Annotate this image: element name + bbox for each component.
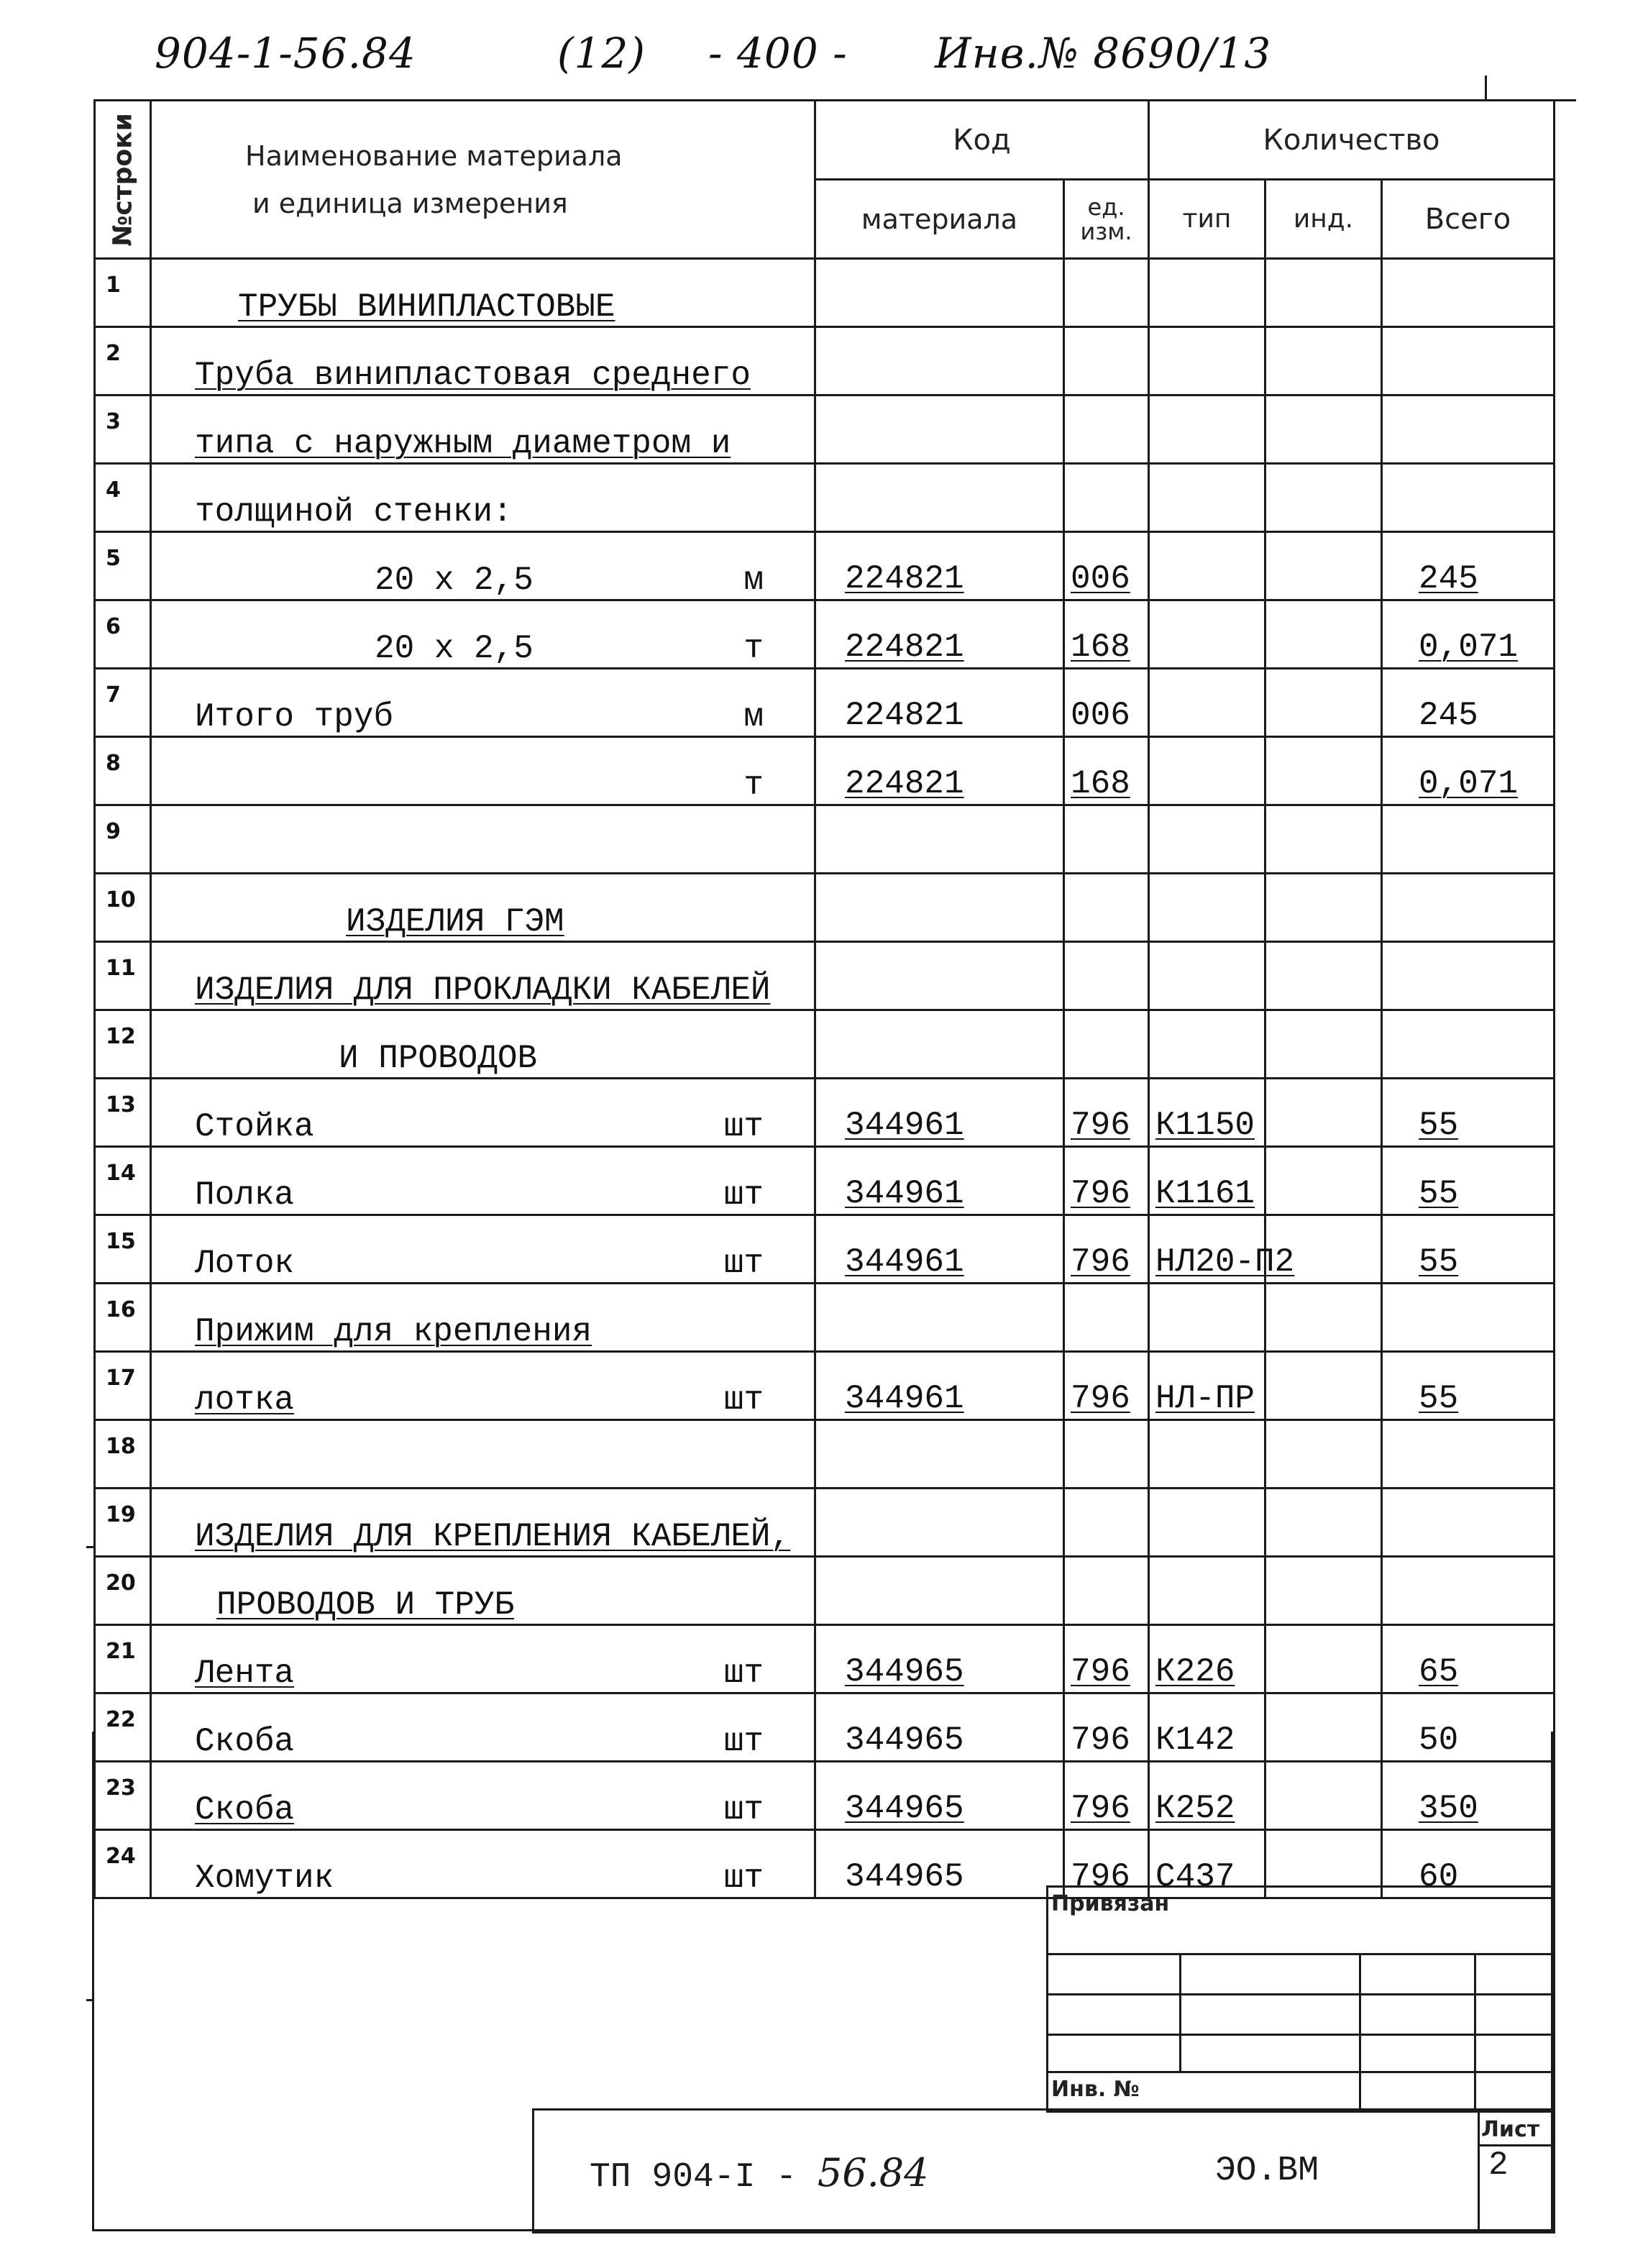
material-name: 20 х 2,5 [375, 562, 534, 599]
total-value [1382, 1489, 1555, 1557]
ind-value [1265, 1284, 1382, 1352]
document-code: ЭО.ВМ [1215, 2152, 1319, 2190]
unit-code [1064, 259, 1149, 327]
total-value: 350 [1382, 1762, 1555, 1830]
material-name-cell [151, 1010, 815, 1079]
type-code: К142 [1149, 1693, 1265, 1762]
page-number-handwritten: - 400 - [708, 29, 848, 78]
material-name: ИЗДЕЛИЯ ДЛЯ КРЕПЛЕНИЯ КАБЕЛЕЙ, [195, 1518, 791, 1555]
frame-left-line [92, 1732, 94, 2231]
total-value [1382, 395, 1555, 464]
material-code [815, 805, 1064, 874]
left-margin-tick [86, 1546, 93, 1548]
material-name-header: Наименование материала и единица измерения [151, 101, 815, 259]
row-number: 22 [95, 1693, 151, 1762]
total-value [1382, 1557, 1555, 1625]
ind-value [1265, 1489, 1382, 1557]
unit-code: 796 [1064, 1215, 1149, 1284]
unit: м [743, 698, 764, 736]
unit: м [743, 562, 764, 599]
material-name: И ПРОВОДОВ [339, 1040, 538, 1077]
material-code: 344965 [815, 1693, 1064, 1762]
material-name: Труба винипластовая среднего [195, 357, 751, 394]
row-number: 8 [95, 737, 151, 805]
table-row [95, 1147, 1555, 1215]
material-name-cell [151, 259, 815, 327]
inv-number-label: Инв. № [1051, 2077, 1140, 2102]
row-number: 11 [95, 942, 151, 1010]
material-code [815, 942, 1064, 1010]
unit-code: 006 [1064, 669, 1149, 737]
material-name: Лента [195, 1655, 295, 1692]
binding-row-line [1046, 1993, 1553, 1995]
total-value: 55 [1382, 1147, 1555, 1215]
material-name-cell [151, 464, 815, 532]
ind-value [1265, 395, 1382, 464]
table-row [95, 327, 1555, 395]
material-code: 344961 [815, 1147, 1064, 1215]
unit-code [1064, 1420, 1149, 1489]
table-row [95, 464, 1555, 532]
ind-value [1265, 532, 1382, 600]
unit: шт [723, 1655, 764, 1692]
total-value: 60 [1382, 1830, 1555, 1898]
row-number: 10 [95, 874, 151, 942]
material-name-cell [151, 805, 815, 874]
total-header: Всего [1382, 180, 1555, 259]
table-row [95, 532, 1555, 600]
material-name: лотка [195, 1381, 295, 1419]
type-code: К252 [1149, 1762, 1265, 1830]
unit: шт [723, 1791, 764, 1829]
top-tick-line [1485, 76, 1487, 99]
sheet-divider [1478, 2108, 1480, 2231]
material-name-cell [151, 1830, 815, 1898]
row-number: 17 [95, 1352, 151, 1420]
row-number: 3 [95, 395, 151, 464]
material-name-cell [151, 1147, 815, 1215]
ind-value [1265, 1352, 1382, 1420]
material-name: Полка [195, 1176, 295, 1214]
total-value [1382, 259, 1555, 327]
unit-code: 796 [1064, 1079, 1149, 1147]
material-name: толщиной стенки: [195, 493, 513, 531]
code-header: Код [815, 101, 1149, 180]
unit-code [1064, 874, 1149, 942]
type-code: НЛ-ПР [1149, 1352, 1265, 1420]
material-code [815, 395, 1064, 464]
type-code [1149, 1420, 1265, 1489]
table-row [95, 1352, 1555, 1420]
table-row [95, 1010, 1555, 1079]
material-name-cell [151, 669, 815, 737]
unit-code: 796 [1064, 1352, 1149, 1420]
row-number: 1 [95, 259, 151, 327]
unit: шт [723, 1860, 764, 1897]
type-code [1149, 600, 1265, 669]
table-row [95, 1489, 1555, 1557]
quantity-header: Количество [1149, 101, 1555, 180]
material-code [815, 259, 1064, 327]
part-number-handwritten: (12) [557, 29, 646, 78]
unit-code: 796 [1064, 1625, 1149, 1693]
total-value: 245 [1382, 669, 1555, 737]
unit: шт [723, 1245, 764, 1282]
material-code [815, 327, 1064, 395]
type-header: тип [1149, 180, 1265, 259]
material-name: Стойка [195, 1108, 314, 1146]
type-code: С437 [1149, 1830, 1265, 1898]
material-name-cell [151, 327, 815, 395]
ind-value [1265, 1693, 1382, 1762]
type-code [1149, 669, 1265, 737]
total-value: 245 [1382, 532, 1555, 600]
unit-code [1064, 1010, 1149, 1079]
material-name-cell [151, 1625, 815, 1693]
materials-table [93, 99, 1555, 1899]
row-number: 4 [95, 464, 151, 532]
row-number: 16 [95, 1284, 151, 1352]
ind-value [1265, 1420, 1382, 1489]
material-name-cell [151, 1489, 815, 1557]
material-name: Скоба [195, 1723, 295, 1760]
total-value [1382, 1420, 1555, 1489]
unit-code: 006 [1064, 532, 1149, 600]
type-code [1149, 395, 1265, 464]
binding-col-line [1359, 1953, 1361, 2108]
table-row [95, 1420, 1555, 1489]
material-name: ИЗДЕЛИЯ ДЛЯ ПРОКЛАДКИ КАБЕЛЕЙ [195, 971, 771, 1009]
material-name-cell [151, 395, 815, 464]
total-value: 0,071 [1382, 600, 1555, 669]
unit-code: 796 [1064, 1693, 1149, 1762]
unit: шт [723, 1108, 764, 1146]
table-row [95, 395, 1555, 464]
material-name-cell [151, 1693, 815, 1762]
type-code [1149, 1284, 1265, 1352]
unit: т [743, 630, 764, 667]
unit-code [1064, 1489, 1149, 1557]
material-name-cell [151, 1215, 815, 1284]
material-code: 344961 [815, 1215, 1064, 1284]
ind-value [1265, 737, 1382, 805]
unit-code: 796 [1064, 1147, 1149, 1215]
ind-value [1265, 1010, 1382, 1079]
material-name-cell [151, 1762, 815, 1830]
material-name: Лоток [195, 1245, 295, 1282]
material-code: 344961 [815, 1079, 1064, 1147]
type-code: К1150 [1149, 1079, 1265, 1147]
total-value [1382, 327, 1555, 395]
material-name-cell [151, 532, 815, 600]
unit-code [1064, 1284, 1149, 1352]
type-code [1149, 1489, 1265, 1557]
binding-col-line [1179, 1953, 1181, 2072]
material-name: типа с наружным диаметром и [195, 425, 731, 462]
ind-value [1265, 805, 1382, 874]
material-name: Прижим для крепления [195, 1313, 592, 1350]
row-number: 20 [95, 1557, 151, 1625]
unit: шт [723, 1176, 764, 1214]
material-code [815, 464, 1064, 532]
table-row [95, 1284, 1555, 1352]
material-code: 344965 [815, 1830, 1064, 1898]
table-row [95, 805, 1555, 874]
binding-col-line [1474, 1953, 1476, 2108]
table-row [95, 737, 1555, 805]
material-code-header: материала [815, 180, 1064, 259]
type-code [1149, 1557, 1265, 1625]
binding-row-line [1046, 1953, 1553, 1955]
total-value [1382, 805, 1555, 874]
material-name-cell [151, 1284, 815, 1352]
material-name-cell [151, 1420, 815, 1489]
row-number: 14 [95, 1147, 151, 1215]
table-row [95, 600, 1555, 669]
type-code [1149, 942, 1265, 1010]
material-name-cell [151, 600, 815, 669]
total-value: 55 [1382, 1079, 1555, 1147]
row-number: 9 [95, 805, 151, 874]
row-number: 21 [95, 1625, 151, 1693]
material-name-cell [151, 737, 815, 805]
material-code [815, 1557, 1064, 1625]
ind-value [1265, 1079, 1382, 1147]
total-value [1382, 1010, 1555, 1079]
row-number: 12 [95, 1010, 151, 1079]
row-number: 24 [95, 1830, 151, 1898]
sheet-label: Лист [1481, 2117, 1540, 2142]
material-name: Хомутик [195, 1860, 334, 1897]
material-name: 20 х 2,5 [375, 630, 534, 667]
type-code [1149, 532, 1265, 600]
material-name: ТРУБЫ ВИНИПЛАСТОВЫЕ [238, 288, 615, 326]
ind-value [1265, 669, 1382, 737]
type-code [1149, 737, 1265, 805]
ind-value [1265, 874, 1382, 942]
ind-value [1265, 600, 1382, 669]
material-name: Скоба [195, 1791, 295, 1829]
material-name-cell [151, 1557, 815, 1625]
material-name-cell [151, 942, 815, 1010]
unit: т [743, 767, 764, 804]
table-row [95, 1762, 1555, 1830]
unit-code: 796 [1064, 1762, 1149, 1830]
material-code [815, 1010, 1064, 1079]
type-code [1149, 1010, 1265, 1079]
type-code: НЛ20-П2 [1149, 1215, 1265, 1284]
total-value: 55 [1382, 1215, 1555, 1284]
unit-code: 796 [1064, 1830, 1149, 1898]
unit-code [1064, 464, 1149, 532]
unit-code: 168 [1064, 600, 1149, 669]
table-row [95, 1215, 1555, 1284]
row-number: 19 [95, 1489, 151, 1557]
material-code: 224821 [815, 737, 1064, 805]
unit-code [1064, 395, 1149, 464]
ind-value [1265, 1557, 1382, 1625]
material-name: ПРОВОДОВ И ТРУБ [216, 1586, 515, 1624]
unit-code [1064, 327, 1149, 395]
row-number: 6 [95, 600, 151, 669]
material-name-cell [151, 1352, 815, 1420]
row-number: 5 [95, 532, 151, 600]
row-number-header: №строки [95, 101, 151, 259]
doc-number-handwritten: 904-1-56.84 [155, 29, 416, 78]
material-code: 344965 [815, 1762, 1064, 1830]
table-row [95, 1557, 1555, 1625]
ind-value [1265, 327, 1382, 395]
table-row [95, 669, 1555, 737]
total-value: 50 [1382, 1693, 1555, 1762]
type-code [1149, 327, 1265, 395]
material-code: 224821 [815, 600, 1064, 669]
unit-code [1064, 942, 1149, 1010]
ind-value [1265, 259, 1382, 327]
row-number: 7 [95, 669, 151, 737]
type-code [1149, 805, 1265, 874]
unit: шт [723, 1723, 764, 1760]
table-row [95, 874, 1555, 942]
type-code [1149, 259, 1265, 327]
material-name-cell [151, 1079, 815, 1147]
unit-code [1064, 1557, 1149, 1625]
material-name-cell [151, 874, 815, 942]
table-row [95, 1693, 1555, 1762]
type-code [1149, 874, 1265, 942]
total-value [1382, 942, 1555, 1010]
total-value: 55 [1382, 1352, 1555, 1420]
type-code: К226 [1149, 1625, 1265, 1693]
table-row [95, 259, 1555, 327]
table-row [95, 942, 1555, 1010]
total-value [1382, 464, 1555, 532]
unit-code: 168 [1064, 737, 1149, 805]
total-value: 0,071 [1382, 737, 1555, 805]
material-name: ИЗДЕЛИЯ ГЭМ [346, 903, 564, 941]
binding-row-line [1046, 2034, 1553, 2036]
material-code [815, 1420, 1064, 1489]
unit: шт [723, 1381, 764, 1419]
material-code [815, 1489, 1064, 1557]
material-code: 224821 [815, 532, 1064, 600]
row-number: 15 [95, 1215, 151, 1284]
material-code: 344965 [815, 1625, 1064, 1693]
unit-code-header: ед. изм. [1064, 180, 1149, 259]
ind-value [1265, 1147, 1382, 1215]
row-number: 2 [95, 327, 151, 395]
row-number: 23 [95, 1762, 151, 1830]
designation-printed: ТП 904-I - [590, 2158, 797, 2197]
ind-value [1265, 942, 1382, 1010]
designation-handwritten: 56.84 [817, 2150, 929, 2195]
material-code [815, 874, 1064, 942]
total-value: 65 [1382, 1625, 1555, 1693]
ind-header: инд. [1265, 180, 1382, 259]
ind-value [1265, 1762, 1382, 1830]
ind-value [1265, 1625, 1382, 1693]
type-code [1149, 464, 1265, 532]
binding-row-line [1046, 2071, 1553, 2073]
sheet-number: 2 [1488, 2146, 1509, 2184]
ind-value [1265, 464, 1382, 532]
designation [590, 2150, 928, 2197]
binding-label: Привязан [1051, 1891, 1170, 1916]
material-name: Итого труб [195, 698, 394, 736]
material-code: 224821 [815, 669, 1064, 737]
row-number: 18 [95, 1420, 151, 1489]
type-code: К1161 [1149, 1147, 1265, 1215]
table-row [95, 1079, 1555, 1147]
total-value [1382, 1284, 1555, 1352]
inventory-number-handwritten: Инв.№ 8690/13 [935, 29, 1272, 78]
table-row [95, 1625, 1555, 1693]
unit-code [1064, 805, 1149, 874]
row-number: 13 [95, 1079, 151, 1147]
material-code: 344961 [815, 1352, 1064, 1420]
material-code [815, 1284, 1064, 1352]
total-value [1382, 874, 1555, 942]
